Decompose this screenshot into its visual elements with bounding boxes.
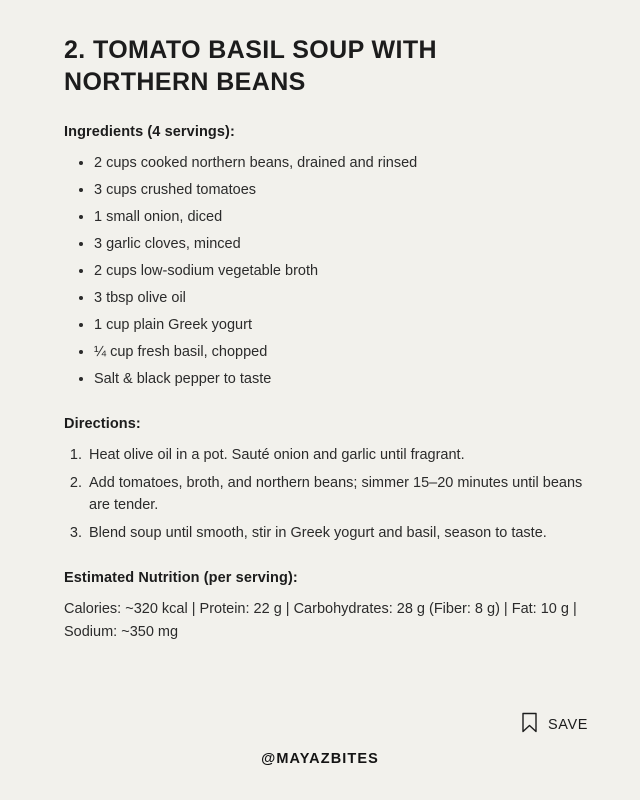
ingredients-heading: Ingredients (4 servings): — [64, 124, 235, 140]
list-item: • 3 cups crushed tomatoes — [94, 179, 588, 201]
bookmark-icon — [521, 712, 538, 738]
list-item: 2. Add tomatoes, broth, and northern beans; simmer 15–20 minutes until beans are tender. — [86, 472, 588, 517]
save-button[interactable] — [521, 712, 588, 738]
save-label: SAVE — [547, 717, 588, 733]
list-item: • 1 small onion, diced — [94, 206, 588, 228]
list-item: • 2 cups cooked northern beans, drained and rinsed — [94, 152, 588, 174]
nutrition-text: Calories: ~320 kcal | Protein: 22 g | Carbohydrates: 28 g (Fiber: 8 g) | Fat: 10 g | Sodium: ~350 mg — [64, 601, 577, 640]
account-handle: @MAYAZBITES — [261, 751, 379, 767]
list-item: 1. Heat olive oil in a pot. Sauté onion and garlic until fragrant. — [86, 444, 588, 466]
list-item: • 3 garlic cloves, minced — [94, 233, 588, 255]
directions-list — [64, 444, 588, 544]
directions-heading: Directions: — [64, 416, 141, 433]
list-item: • 1 cup plain Greek yogurt — [94, 314, 588, 336]
list-item: • 3 tbsp olive oil — [94, 287, 588, 309]
ingredients-list — [64, 152, 588, 390]
list-item: 3. Blend soup until smooth, stir in Greek yogurt and basil, season to taste. — [86, 522, 588, 544]
page-title: 2. TOMATO BASIL SOUP WITH NORTHERN BEANS — [64, 36, 438, 96]
list-item: • Salt & black pepper to taste — [94, 368, 588, 390]
nutrition-heading: Estimated Nutrition (per serving): — [64, 570, 298, 587]
list-item: • ¼ cup fresh basil, chopped — [94, 341, 588, 363]
list-item: • 2 cups low-sodium vegetable broth — [94, 260, 588, 282]
